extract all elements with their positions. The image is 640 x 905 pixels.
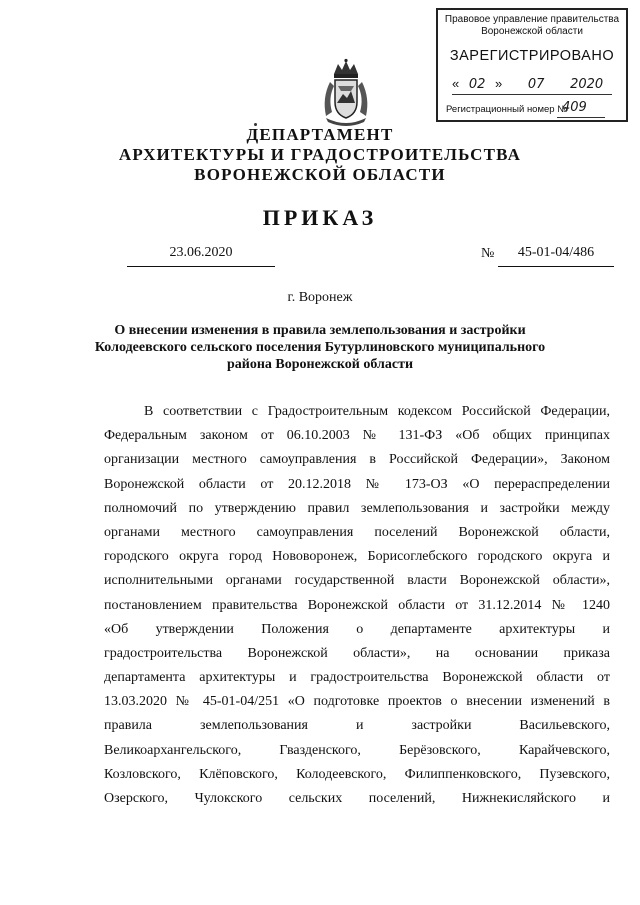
body-line: органами местного самоуправления поселений Воронежской области,	[104, 524, 610, 540]
body-line: исполнительными органами государственной власти Воронежской области»,	[104, 573, 610, 589]
stamp-registered-label: ЗАРЕГИСТРИРОВАНО	[449, 48, 615, 64]
body-line: департамента архитектуры и градостроительства Воронежской области от	[104, 670, 610, 686]
stamp-date	[452, 76, 603, 92]
stamp-organization	[438, 14, 626, 38]
stamp-date-day: 02	[468, 77, 486, 92]
body-line: градостроительства Воронежской области», на основании приказа	[104, 645, 610, 661]
order-date-underline	[127, 266, 275, 267]
stamp-reg-number-underline	[557, 117, 605, 118]
stamp-org-line1: Правовое управление правительства	[444, 14, 620, 25]
stamp-org-line2: Воронежской области	[481, 26, 583, 37]
stamp-date-year: 2020	[570, 77, 604, 92]
body-line: постановлением правительства Воронежской области от 31.12.2014 № 1240	[104, 597, 610, 613]
department-line-1: ДЕПАРТАМЕНТ	[246, 125, 394, 144]
stamp-date-month: 07	[527, 77, 545, 92]
body-line: полномочий по утверждению правил землепользования и застройки между	[104, 500, 610, 516]
city-of-issue: г. Воронеж	[287, 290, 353, 305]
stamp-date-open-quote: «	[452, 76, 460, 91]
document-type-title: ПРИКАЗ	[262, 205, 378, 230]
body-line: Великоархангельского, Гвазденского, Берёзовского, Карайчевского,	[104, 742, 610, 758]
subject-line-3: района Воронежской области	[226, 357, 414, 372]
body-line: городского округа город Нововоронеж, Борисоглебского городского округа и	[104, 549, 610, 565]
stamp-reg-number: 409	[562, 100, 587, 115]
registration-stamp	[436, 8, 628, 122]
department-line-3: ВОРОНЕЖСКОЙ ОБЛАСТИ	[194, 165, 446, 184]
body-line: «Об утверждении Положения о департаменте архитектуры и	[104, 621, 610, 637]
order-date: 23.06.2020	[169, 245, 233, 260]
stamp-date-close-quote: »	[495, 76, 503, 91]
body-line: В соответствии с Градостроительным кодексом Российской Федерации,	[144, 404, 610, 419]
stamp-date-underline	[452, 94, 612, 95]
order-number-sign: №	[481, 246, 495, 261]
body-line: организации местного самоуправления в Российской Федерации», Законом	[104, 452, 610, 468]
order-body	[104, 400, 610, 811]
body-line: Воронежской области от 20.12.2018 № 173-ОЗ «О перераспределении	[104, 476, 610, 492]
order-subject	[60, 322, 580, 373]
body-line: Козловского, Клёповского, Колодеевского, Филиппенковского, Пузевского,	[104, 766, 610, 782]
subject-line-2: Колодеевского сельского поселения Бутурлиновского муниципального	[94, 340, 546, 355]
voronezh-coat-of-arms-icon	[316, 58, 376, 128]
stamp-reg-number-label: Регистрационный номер №	[446, 104, 568, 115]
body-line: Федеральным законом от 06.10.2003 № 131-ФЗ «Об общих принципах	[104, 428, 610, 444]
body-line: правила землепользования и застройки Васильевского,	[104, 718, 610, 734]
body-line: 13.03.2020 № 45-01-04/251 «О подготовке проектов о внесении изменений в	[104, 694, 610, 710]
body-line: Озерского, Чулокского сельских поселений, Нижнекисляйского и	[104, 791, 610, 806]
department-line-2: АРХИТЕКТУРЫ И ГРАДОСТРОИТЕЛЬСТВА	[118, 145, 522, 164]
subject-line-1: О внесении изменения в правила землепользования и застройки	[114, 323, 526, 338]
order-number-underline	[498, 266, 614, 267]
order-number: 45-01-04/486	[517, 245, 595, 260]
